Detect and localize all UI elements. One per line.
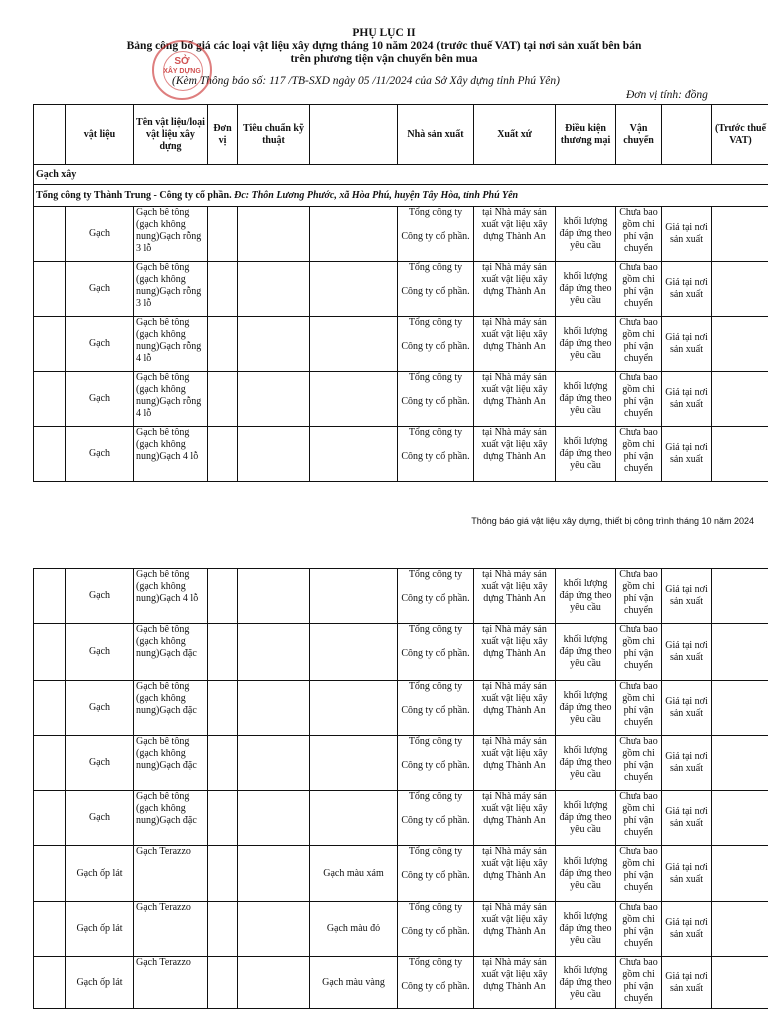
cell-transport: Chưa bao gồm chi phí vận chuyển — [616, 902, 662, 957]
cell-manufacturer — [398, 624, 474, 681]
cell-terms: khối lượng đáp ứng theo yêu cầu — [556, 846, 616, 902]
cell-unit — [208, 427, 238, 482]
table-row — [34, 317, 768, 372]
cell-origin: tại Nhà máy sản xuất vật liệu xây dựng Thành An — [474, 736, 556, 791]
company-info — [34, 185, 768, 207]
cell-material-name: Gạch bê tông (gạch không nung)Gạch rỗng 3 lỗ — [134, 207, 208, 262]
cell-material-type: Gạch ốp lát — [66, 902, 134, 957]
cell-transport: Chưa bao gồm chi phí vận chuyển — [616, 624, 662, 681]
cell-manufacturer — [398, 317, 474, 372]
company-name: Tổng công ty Thành Trung - Công ty cổ phần. — [36, 189, 232, 201]
manufacturer-line1: Tổng công ty — [408, 736, 463, 747]
col-index — [34, 105, 66, 165]
manufacturer-line2: Công ty cổ phần. — [401, 870, 470, 881]
manufacturer-line2: Công ty cổ phần. — [401, 451, 470, 462]
cell-standard — [238, 624, 310, 681]
cell-unit — [208, 372, 238, 427]
cell-manufacturer — [398, 902, 474, 957]
cell-origin: tại Nhà máy sản xuất vật liệu xây dựng Thành An — [474, 846, 556, 902]
cell-price-place: Giá tại nơi sản xuất — [662, 262, 712, 317]
cell-material-name: Gạch bê tông (gạch không nung)Gạch đặc — [134, 681, 208, 736]
cell-material-name: Gạch bê tông (gạch không nung)Gạch rỗng 4 lỗ — [134, 372, 208, 427]
cell-index — [34, 957, 66, 1009]
table-row — [34, 736, 768, 791]
cell-standard — [238, 957, 310, 1009]
seal-text-bottom: XÂY DỰNG — [163, 68, 201, 75]
cell-price — [712, 736, 768, 791]
cell-terms: khối lượng đáp ứng theo yêu cầu — [556, 569, 616, 624]
cell-index — [34, 207, 66, 262]
cell-material-type: Gạch — [66, 681, 134, 736]
cell-price-place: Giá tại nơi sản xuất — [662, 624, 712, 681]
cell-material-name: Gạch bê tông (gạch không nung)Gạch rỗng 3 lỗ — [134, 262, 208, 317]
cell-origin: tại Nhà máy sản xuất vật liệu xây dựng Thành An — [474, 427, 556, 482]
cell-spec — [310, 427, 398, 482]
cell-price-place: Giá tại nơi sản xuất — [662, 846, 712, 902]
cell-transport: Chưa bao gồm chi phí vận chuyển — [616, 317, 662, 372]
manufacturer-line1: Tổng công ty — [408, 902, 463, 913]
manufacturer-line2: Công ty cổ phần. — [401, 981, 470, 992]
cell-material-type: Gạch ốp lát — [66, 846, 134, 902]
cell-price — [712, 902, 768, 957]
seal-text-top: SỞ — [174, 56, 190, 67]
cell-price-place: Giá tại nơi sản xuất — [662, 791, 712, 846]
cell-manufacturer — [398, 262, 474, 317]
cell-terms: khối lượng đáp ứng theo yêu cầu — [556, 427, 616, 482]
cell-material-name: Gạch bê tông (gạch không nung)Gạch đặc — [134, 736, 208, 791]
cell-price-place: Giá tại nơi sản xuất — [662, 736, 712, 791]
company-row — [34, 185, 768, 207]
cell-unit — [208, 207, 238, 262]
col-price: (Trước thuế VAT) — [712, 105, 768, 165]
cell-price — [712, 957, 768, 1009]
cell-material-name: Gạch Terazzo — [134, 902, 208, 957]
cell-index — [34, 791, 66, 846]
cell-spec — [310, 624, 398, 681]
cell-standard — [238, 902, 310, 957]
cell-origin: tại Nhà máy sản xuất vật liệu xây dựng Thành An — [474, 262, 556, 317]
page-footer: Thông báo giá vật liệu xây dựng, thiết bị công trình tháng 10 năm 2024 — [471, 516, 754, 526]
cell-price-place: Giá tại nơi sản xuất — [662, 681, 712, 736]
cell-price-place: Giá tại nơi sản xuất — [662, 207, 712, 262]
cell-index — [34, 624, 66, 681]
table-heading-line2: trên phương tiện vận chuyển bên mua — [290, 53, 478, 65]
cell-manufacturer — [398, 372, 474, 427]
manufacturer-line2: Công ty cổ phần. — [401, 341, 470, 352]
cell-origin: tại Nhà máy sản xuất vật liệu xây dựng Thành An — [474, 681, 556, 736]
cell-standard — [238, 207, 310, 262]
manufacturer-line1: Tổng công ty — [408, 957, 463, 968]
cell-unit — [208, 569, 238, 624]
table-row — [34, 791, 768, 846]
table-row — [34, 902, 768, 957]
cell-index — [34, 317, 66, 372]
cell-spec — [310, 791, 398, 846]
cell-transport: Chưa bao gồm chi phí vận chuyển — [616, 736, 662, 791]
cell-terms: khối lượng đáp ứng theo yêu cầu — [556, 681, 616, 736]
cell-material-name: Gạch bê tông (gạch không nung)Gạch rỗng 4 lỗ — [134, 317, 208, 372]
manufacturer-line2: Công ty cổ phần. — [401, 396, 470, 407]
cell-price — [712, 427, 768, 482]
cell-transport: Chưa bao gồm chi phí vận chuyển — [616, 427, 662, 482]
cell-material-type: Gạch — [66, 624, 134, 681]
cell-unit — [208, 681, 238, 736]
cell-material-type: Gạch — [66, 372, 134, 427]
cell-material-type: Gạch — [66, 207, 134, 262]
price-table-page-2 — [33, 568, 768, 1009]
cell-unit — [208, 957, 238, 1009]
manufacturer-line2: Công ty cổ phần. — [401, 286, 470, 297]
cell-origin: tại Nhà máy sản xuất vật liệu xây dựng Thành An — [474, 791, 556, 846]
cell-spec — [310, 736, 398, 791]
cell-material-type: Gạch — [66, 427, 134, 482]
manufacturer-line1: Tổng công ty — [408, 791, 463, 802]
cell-price — [712, 791, 768, 846]
cell-spec: Gạch màu vàng — [310, 957, 398, 1009]
cell-standard — [238, 846, 310, 902]
cell-material-type: Gạch ốp lát — [66, 957, 134, 1009]
cell-spec — [310, 372, 398, 427]
table-row — [34, 427, 768, 482]
cell-index — [34, 846, 66, 902]
cell-transport: Chưa bao gồm chi phí vận chuyển — [616, 791, 662, 846]
cell-manufacturer — [398, 957, 474, 1009]
unit-label: Đơn vị tính: đồng — [626, 89, 708, 101]
cell-unit — [208, 262, 238, 317]
col-blank-2 — [662, 105, 712, 165]
manufacturer-line1: Tổng công ty — [408, 372, 463, 383]
cell-transport: Chưa bao gồm chi phí vận chuyển — [616, 957, 662, 1009]
manufacturer-line1: Tổng công ty — [408, 681, 463, 692]
manufacturer-line2: Công ty cổ phần. — [401, 815, 470, 826]
cell-price-place: Giá tại nơi sản xuất — [662, 569, 712, 624]
cell-material-name: Gạch bê tông (gạch không nung)Gạch đặc — [134, 791, 208, 846]
manufacturer-line2: Công ty cổ phần. — [401, 926, 470, 937]
manufacturer-line1: Tổng công ty — [408, 846, 463, 857]
cell-standard — [238, 262, 310, 317]
table-row — [34, 372, 768, 427]
manufacturer-line2: Công ty cổ phần. — [401, 648, 470, 659]
manufacturer-line1: Tổng công ty — [408, 207, 463, 218]
cell-manufacturer — [398, 569, 474, 624]
cell-material-name: Gạch Terazzo — [134, 957, 208, 1009]
cell-price — [712, 569, 768, 624]
cell-price-place: Giá tại nơi sản xuất — [662, 902, 712, 957]
price-table-page-1 — [33, 104, 768, 482]
cell-price — [712, 681, 768, 736]
cell-price — [712, 262, 768, 317]
cell-unit — [208, 736, 238, 791]
cell-terms: khối lượng đáp ứng theo yêu cầu — [556, 791, 616, 846]
cell-transport: Chưa bao gồm chi phí vận chuyển — [616, 262, 662, 317]
table-row — [34, 681, 768, 736]
cell-spec — [310, 569, 398, 624]
cell-unit — [208, 317, 238, 372]
cell-index — [34, 902, 66, 957]
cell-standard — [238, 372, 310, 427]
cell-material-type: Gạch — [66, 262, 134, 317]
cell-terms: khối lượng đáp ứng theo yêu cầu — [556, 262, 616, 317]
col-standard: Tiêu chuẩn kỹ thuật — [238, 105, 310, 165]
cell-origin: tại Nhà máy sản xuất vật liệu xây dựng Thành An — [474, 569, 556, 624]
section-label: Gạch xây — [34, 165, 768, 185]
col-blank — [310, 105, 398, 165]
company-address: Đc: Thôn Lương Phước, xã Hòa Phú, huyện Tây Hòa, tỉnh Phú Yên — [231, 189, 519, 201]
table-header-row — [34, 105, 768, 165]
manufacturer-line1: Tổng công ty — [408, 569, 463, 580]
section-row — [34, 165, 768, 185]
cell-standard — [238, 681, 310, 736]
cell-origin: tại Nhà máy sản xuất vật liệu xây dựng Thành An — [474, 624, 556, 681]
cell-index — [34, 569, 66, 624]
cell-terms: khối lượng đáp ứng theo yêu cầu — [556, 736, 616, 791]
manufacturer-line1: Tổng công ty — [408, 624, 463, 635]
cell-standard — [238, 736, 310, 791]
table-row — [34, 207, 768, 262]
cell-manufacturer — [398, 207, 474, 262]
manufacturer-line2: Công ty cổ phần. — [401, 593, 470, 604]
manufacturer-line2: Công ty cổ phần. — [401, 760, 470, 771]
cell-material-type: Gạch — [66, 317, 134, 372]
table-row — [34, 624, 768, 681]
cell-terms: khối lượng đáp ứng theo yêu cầu — [556, 624, 616, 681]
cell-spec — [310, 681, 398, 736]
cell-index — [34, 427, 66, 482]
table-row — [34, 846, 768, 902]
notice-reference: (Kèm Thông báo số: 117 /TB-SXD ngày 05 /11/2024 của Sở Xây dựng tỉnh Phú Yên) — [172, 75, 560, 87]
cell-origin: tại Nhà máy sản xuất vật liệu xây dựng Thành An — [474, 372, 556, 427]
cell-index — [34, 372, 66, 427]
cell-index — [34, 262, 66, 317]
table-heading-line1: Bảng công bố giá các loại vật liệu xây dựng tháng 10 năm 2024 (trước thuế VAT) tại nơi sản xuất bên bán — [126, 40, 642, 52]
cell-spec — [310, 262, 398, 317]
cell-unit — [208, 791, 238, 846]
cell-material-name: Gạch bê tông (gạch không nung)Gạch 4 lỗ — [134, 569, 208, 624]
cell-spec — [310, 317, 398, 372]
col-name: Tên vật liệu/loại vật liệu xây dựng — [134, 105, 208, 165]
cell-manufacturer — [398, 681, 474, 736]
appendix-title: PHỤ LỤC II — [352, 27, 416, 39]
cell-material-name: Gạch bê tông (gạch không nung)Gạch 4 lỗ — [134, 427, 208, 482]
col-transport: Vận chuyển — [616, 105, 662, 165]
cell-price-place: Giá tại nơi sản xuất — [662, 957, 712, 1009]
col-terms: Điều kiện thương mại — [556, 105, 616, 165]
cell-origin: tại Nhà máy sản xuất vật liệu xây dựng Thành An — [474, 317, 556, 372]
cell-origin: tại Nhà máy sản xuất vật liệu xây dựng Thành An — [474, 902, 556, 957]
col-manufacturer: Nhà sản xuất — [398, 105, 474, 165]
cell-manufacturer — [398, 791, 474, 846]
cell-terms: khối lượng đáp ứng theo yêu cầu — [556, 317, 616, 372]
cell-price — [712, 624, 768, 681]
cell-unit — [208, 846, 238, 902]
cell-standard — [238, 317, 310, 372]
cell-unit — [208, 624, 238, 681]
cell-index — [34, 736, 66, 791]
cell-transport: Chưa bao gồm chi phí vận chuyển — [616, 681, 662, 736]
cell-index — [34, 681, 66, 736]
cell-manufacturer — [398, 846, 474, 902]
cell-transport: Chưa bao gồm chi phí vận chuyển — [616, 207, 662, 262]
cell-transport: Chưa bao gồm chi phí vận chuyển — [616, 569, 662, 624]
cell-price — [712, 317, 768, 372]
cell-material-name: Gạch Terazzo — [134, 846, 208, 902]
cell-material-type: Gạch — [66, 569, 134, 624]
cell-price-place: Giá tại nơi sản xuất — [662, 427, 712, 482]
cell-terms: khối lượng đáp ứng theo yêu cầu — [556, 957, 616, 1009]
cell-standard — [238, 569, 310, 624]
cell-material-type: Gạch — [66, 736, 134, 791]
col-unit: Đơn vị — [208, 105, 238, 165]
manufacturer-line1: Tổng công ty — [408, 317, 463, 328]
manufacturer-line1: Tổng công ty — [408, 262, 463, 273]
cell-spec: Gạch màu xám — [310, 846, 398, 902]
cell-material-name: Gạch bê tông (gạch không nung)Gạch đặc — [134, 624, 208, 681]
cell-origin: tại Nhà máy sản xuất vật liệu xây dựng Thành An — [474, 957, 556, 1009]
col-origin: Xuất xứ — [474, 105, 556, 165]
manufacturer-line1: Tổng công ty — [408, 427, 463, 438]
cell-price-place: Giá tại nơi sản xuất — [662, 317, 712, 372]
manufacturer-line2: Công ty cổ phần. — [401, 231, 470, 242]
cell-price — [712, 372, 768, 427]
cell-manufacturer — [398, 427, 474, 482]
manufacturer-line2: Công ty cổ phần. — [401, 705, 470, 716]
cell-unit — [208, 902, 238, 957]
department-seal — [152, 40, 212, 100]
cell-price — [712, 846, 768, 902]
cell-price-place: Giá tại nơi sản xuất — [662, 372, 712, 427]
cell-standard — [238, 427, 310, 482]
cell-transport: Chưa bao gồm chi phí vận chuyển — [616, 846, 662, 902]
cell-terms: khối lượng đáp ứng theo yêu cầu — [556, 902, 616, 957]
table-row — [34, 569, 768, 624]
cell-spec — [310, 207, 398, 262]
cell-terms: khối lượng đáp ứng theo yêu cầu — [556, 207, 616, 262]
cell-origin: tại Nhà máy sản xuất vật liệu xây dựng Thành An — [474, 207, 556, 262]
col-material: vật liệu — [66, 105, 134, 165]
cell-material-type: Gạch — [66, 791, 134, 846]
cell-terms: khối lượng đáp ứng theo yêu cầu — [556, 372, 616, 427]
cell-spec: Gạch màu đỏ — [310, 902, 398, 957]
table-row — [34, 957, 768, 1009]
cell-standard — [238, 791, 310, 846]
cell-manufacturer — [398, 736, 474, 791]
cell-transport: Chưa bao gồm chi phí vận chuyển — [616, 372, 662, 427]
cell-price — [712, 207, 768, 262]
table-row — [34, 262, 768, 317]
